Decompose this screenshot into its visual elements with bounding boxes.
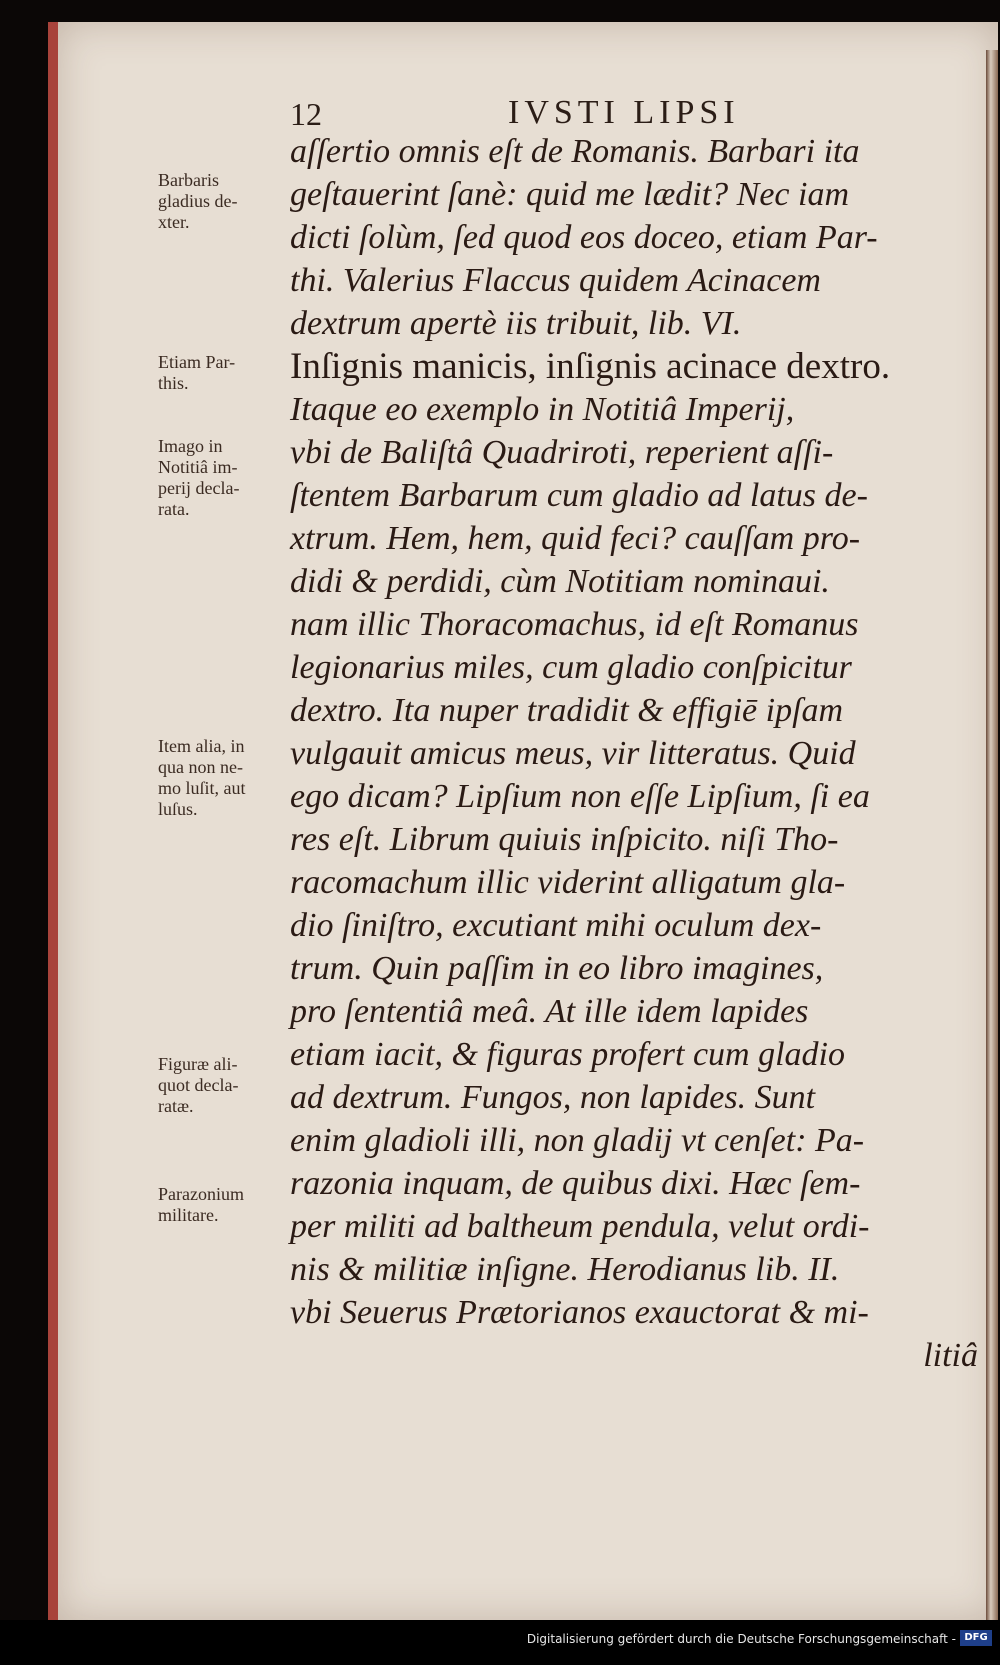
digitization-footer bbox=[0, 1620, 1000, 1665]
text-line: ſtentem Barbarum cum gladio ad latus de- bbox=[290, 477, 868, 514]
page-header bbox=[58, 80, 1000, 130]
text-line: res eſt. Librum quiuis inſpicito. niſi Tho- bbox=[290, 821, 839, 858]
text-line: vbi Seuerus Prætorianos exauctorat & mi- bbox=[290, 1294, 869, 1331]
marginal-note: Item alia, in qua non ne- mo luſit, aut luſus. bbox=[158, 736, 246, 819]
text-line: aſſertio omnis eſt de Romanis. Barbari ita bbox=[290, 133, 860, 170]
text-line: xtrum. Hem, hem, quid feci? cauſſam pro- bbox=[290, 520, 861, 557]
text-line: geſtauerint ſanè: quid me lædit? Nec iam bbox=[290, 176, 850, 213]
text-line: legionarius miles, cum gladio conſpicitur bbox=[290, 649, 852, 686]
funding-credit: Digitalisierung gefördert durch die Deutsche Forschungsgemeinschaft - bbox=[526, 1632, 956, 1646]
text-line: enim gladioli illi, non gladij vt cenſet: Pa- bbox=[290, 1122, 865, 1159]
text-line: racomachum illic viderint alligatum gla- bbox=[290, 864, 846, 901]
text-line: pro ſententiâ meâ. At ille idem lapides bbox=[290, 993, 809, 1030]
text-line: per militi ad baltheum pendula, velut ordi- bbox=[290, 1208, 870, 1245]
marginal-note: Figuræ ali- quot decla- ratæ. bbox=[158, 1054, 239, 1116]
marginal-note: Parazonium militare. bbox=[158, 1184, 244, 1225]
main-text bbox=[290, 130, 990, 1377]
catchword: litiâ bbox=[923, 1337, 978, 1374]
page-number: 12 bbox=[290, 96, 322, 132]
text-line: dio ſiniſtro, excutiant mihi oculum dex- bbox=[290, 907, 822, 944]
marginal-note: Imago in Notitiâ im- perij decla- rata. bbox=[158, 436, 240, 519]
text-line: nis & militiæ inſigne. Herodianus lib. II. bbox=[290, 1251, 840, 1288]
text-line: ad dextrum. Fungos, non lapides. Sunt bbox=[290, 1079, 816, 1116]
marginal-note: Etiam Par- this. bbox=[158, 352, 236, 393]
text-line: didi & perdidi, cùm Notitiam nominaui. bbox=[290, 563, 830, 600]
text-line: Itaque eo exemplo in Notitiâ Imperij, bbox=[290, 391, 795, 428]
text-line: dextro. Ita nuper tradidit & effigiē ipſam bbox=[290, 692, 844, 729]
running-head: IVSTI LIPSI bbox=[508, 94, 740, 131]
text-line: vulgauit amicus meus, vir litteratus. Quid bbox=[290, 735, 856, 772]
text-line: razonia inquam, de quibus dixi. Hæc ſem- bbox=[290, 1165, 861, 1202]
dfg-logo-icon: DFG bbox=[960, 1630, 992, 1646]
text-line: vbi de Baliſtâ Quadriroti, reperient aſſi- bbox=[290, 434, 834, 471]
text-line: nam illic Thoracomachus, id eſt Romanus bbox=[290, 606, 859, 643]
text-line: etiam iacit, & figuras profert cum gladio bbox=[290, 1036, 845, 1073]
text-line: thi. Valerius Flaccus quidem Acinacem bbox=[290, 262, 821, 299]
marginal-note: Barbaris gladius de- xter. bbox=[158, 170, 238, 232]
verse-quote-line: Inſignis manicis, inſignis acinace dextro. bbox=[290, 346, 891, 387]
text-line: trum. Quin paſſim in eo libro imagines, bbox=[290, 950, 824, 987]
text-line: dicti ſolùm, ſed quod eos doceo, etiam Par- bbox=[290, 219, 878, 256]
book-page bbox=[48, 22, 998, 1620]
text-line: dextrum apertè iis tribuit, lib. VI. bbox=[290, 305, 742, 342]
text-line: ego dicam? Lipſium non eſſe Lipſium, ſi ea bbox=[290, 778, 870, 815]
